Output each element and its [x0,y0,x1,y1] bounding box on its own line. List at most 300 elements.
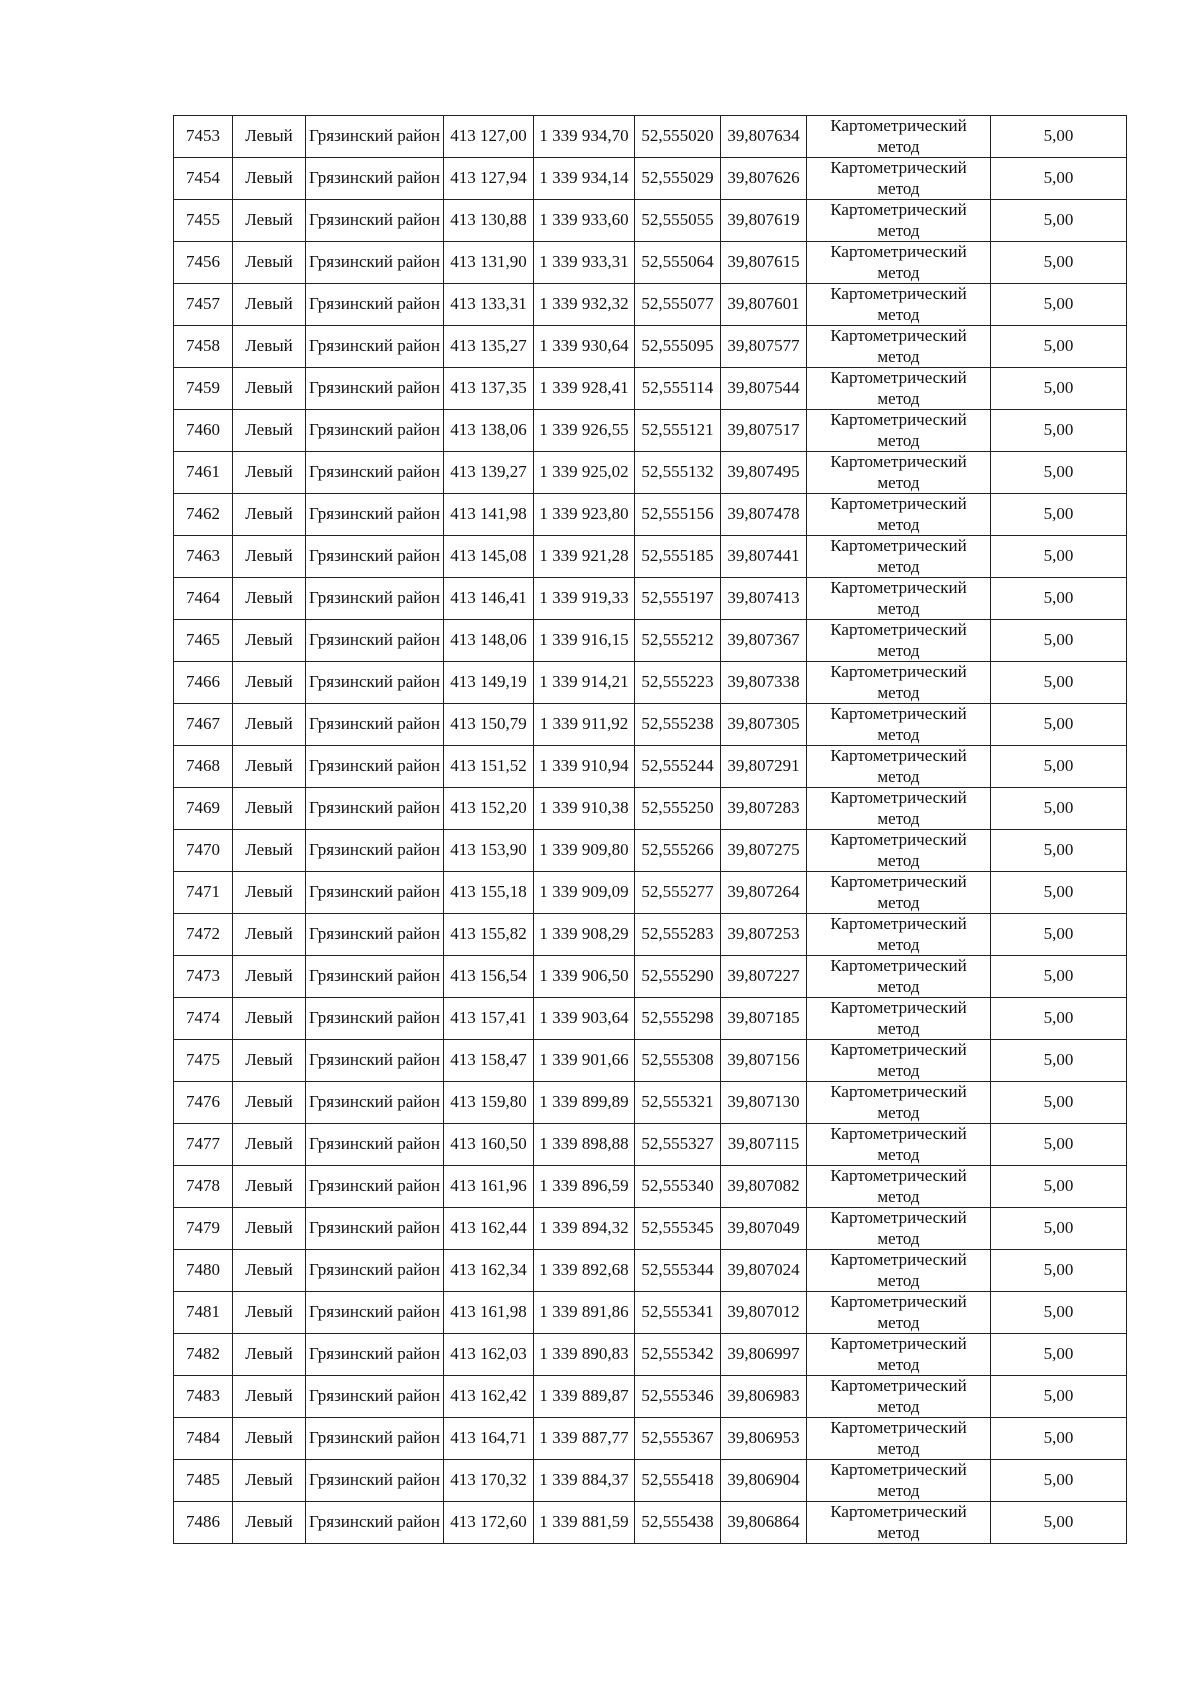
x-coordinate-cell: 413 146,41 [444,578,534,620]
bank-side-cell: Левый [233,872,306,914]
district-cell: Грязинский район [306,1460,444,1502]
district-cell: Грязинский район [306,1502,444,1544]
x-coordinate-cell: 413 148,06 [444,620,534,662]
method-cell: Картометрический метод [807,746,991,788]
longitude-cell: 39,807049 [721,1208,807,1250]
bank-side-cell: Левый [233,704,306,746]
x-coordinate-cell: 413 152,20 [444,788,534,830]
bank-side-cell: Левый [233,494,306,536]
method-cell: Картометрический метод [807,494,991,536]
table-row [174,1208,1127,1250]
accuracy-cell: 5,00 [991,1334,1127,1376]
table-body [174,116,1127,1544]
point-number-cell: 7476 [174,1082,233,1124]
district-cell: Грязинский район [306,452,444,494]
table-row [174,1250,1127,1292]
table-row [174,578,1127,620]
district-cell: Грязинский район [306,1292,444,1334]
method-cell: Картометрический метод [807,830,991,872]
bank-side-cell: Левый [233,914,306,956]
x-coordinate-cell: 413 160,50 [444,1124,534,1166]
district-cell: Грязинский район [306,914,444,956]
latitude-cell: 52,555340 [635,1166,721,1208]
x-coordinate-cell: 413 162,03 [444,1334,534,1376]
method-cell: Картометрический метод [807,704,991,746]
y-coordinate-cell: 1 339 928,41 [534,368,635,410]
longitude-cell: 39,807291 [721,746,807,788]
y-coordinate-cell: 1 339 909,09 [534,872,635,914]
district-cell: Грязинский район [306,1082,444,1124]
table-row [174,998,1127,1040]
x-coordinate-cell: 413 153,90 [444,830,534,872]
district-cell: Грязинский район [306,578,444,620]
bank-side-cell: Левый [233,1502,306,1544]
bank-side-cell: Левый [233,1460,306,1502]
district-cell: Грязинский район [306,494,444,536]
latitude-cell: 52,555321 [635,1082,721,1124]
method-cell: Картометрический метод [807,536,991,578]
accuracy-cell: 5,00 [991,368,1127,410]
district-cell: Грязинский район [306,536,444,578]
table-row [174,830,1127,872]
accuracy-cell: 5,00 [991,1418,1127,1460]
point-number-cell: 7472 [174,914,233,956]
y-coordinate-cell: 1 339 930,64 [534,326,635,368]
method-cell: Картометрический метод [807,1502,991,1544]
method-cell: Картометрический метод [807,662,991,704]
accuracy-cell: 5,00 [991,284,1127,326]
table-row [174,200,1127,242]
accuracy-cell: 5,00 [991,998,1127,1040]
method-cell: Картометрический метод [807,620,991,662]
district-cell: Грязинский район [306,1250,444,1292]
y-coordinate-cell: 1 339 896,59 [534,1166,635,1208]
x-coordinate-cell: 413 130,88 [444,200,534,242]
method-cell: Картометрический метод [807,914,991,956]
bank-side-cell: Левый [233,956,306,998]
bank-side-cell: Левый [233,284,306,326]
bank-side-cell: Левый [233,410,306,452]
point-number-cell: 7486 [174,1502,233,1544]
point-number-cell: 7459 [174,368,233,410]
accuracy-cell: 5,00 [991,1250,1127,1292]
table-row [174,1502,1127,1544]
y-coordinate-cell: 1 339 916,15 [534,620,635,662]
accuracy-cell: 5,00 [991,452,1127,494]
latitude-cell: 52,555095 [635,326,721,368]
latitude-cell: 52,555266 [635,830,721,872]
accuracy-cell: 5,00 [991,872,1127,914]
y-coordinate-cell: 1 339 898,88 [534,1124,635,1166]
x-coordinate-cell: 413 158,47 [444,1040,534,1082]
method-cell: Картометрический метод [807,284,991,326]
table-row [174,1166,1127,1208]
y-coordinate-cell: 1 339 884,37 [534,1460,635,1502]
bank-side-cell: Левый [233,1292,306,1334]
accuracy-cell: 5,00 [991,830,1127,872]
point-number-cell: 7462 [174,494,233,536]
bank-side-cell: Левый [233,1208,306,1250]
district-cell: Грязинский район [306,326,444,368]
x-coordinate-cell: 413 159,80 [444,1082,534,1124]
y-coordinate-cell: 1 339 926,55 [534,410,635,452]
district-cell: Грязинский район [306,830,444,872]
accuracy-cell: 5,00 [991,1040,1127,1082]
x-coordinate-cell: 413 137,35 [444,368,534,410]
accuracy-cell: 5,00 [991,536,1127,578]
accuracy-cell: 5,00 [991,704,1127,746]
latitude-cell: 52,555212 [635,620,721,662]
point-number-cell: 7479 [174,1208,233,1250]
point-number-cell: 7468 [174,746,233,788]
table-row [174,872,1127,914]
method-cell: Картометрический метод [807,1376,991,1418]
method-cell: Картометрический метод [807,1334,991,1376]
x-coordinate-cell: 413 155,82 [444,914,534,956]
table-row [174,452,1127,494]
latitude-cell: 52,555344 [635,1250,721,1292]
y-coordinate-cell: 1 339 906,50 [534,956,635,998]
x-coordinate-cell: 413 135,27 [444,326,534,368]
latitude-cell: 52,555020 [635,116,721,158]
accuracy-cell: 5,00 [991,1208,1127,1250]
y-coordinate-cell: 1 339 933,31 [534,242,635,284]
district-cell: Грязинский район [306,242,444,284]
accuracy-cell: 5,00 [991,578,1127,620]
x-coordinate-cell: 413 131,90 [444,242,534,284]
longitude-cell: 39,807338 [721,662,807,704]
longitude-cell: 39,807305 [721,704,807,746]
latitude-cell: 52,555418 [635,1460,721,1502]
bank-side-cell: Левый [233,242,306,284]
longitude-cell: 39,806997 [721,1334,807,1376]
table-row [174,158,1127,200]
bank-side-cell: Левый [233,620,306,662]
district-cell: Грязинский район [306,1334,444,1376]
method-cell: Картометрический метод [807,410,991,452]
longitude-cell: 39,807601 [721,284,807,326]
table-row [174,326,1127,368]
district-cell: Грязинский район [306,746,444,788]
x-coordinate-cell: 413 162,42 [444,1376,534,1418]
coordinates-table [173,115,1127,1544]
latitude-cell: 52,555342 [635,1334,721,1376]
point-number-cell: 7464 [174,578,233,620]
table-row [174,914,1127,956]
point-number-cell: 7477 [174,1124,233,1166]
method-cell: Картометрический метод [807,956,991,998]
table-row [174,956,1127,998]
latitude-cell: 52,555298 [635,998,721,1040]
accuracy-cell: 5,00 [991,1082,1127,1124]
y-coordinate-cell: 1 339 908,29 [534,914,635,956]
bank-side-cell: Левый [233,830,306,872]
point-number-cell: 7482 [174,1334,233,1376]
latitude-cell: 52,555327 [635,1124,721,1166]
point-number-cell: 7481 [174,1292,233,1334]
table-row [174,1082,1127,1124]
accuracy-cell: 5,00 [991,1166,1127,1208]
x-coordinate-cell: 413 157,41 [444,998,534,1040]
y-coordinate-cell: 1 339 891,86 [534,1292,635,1334]
longitude-cell: 39,807626 [721,158,807,200]
accuracy-cell: 5,00 [991,1502,1127,1544]
table-row [174,494,1127,536]
bank-side-cell: Левый [233,1082,306,1124]
latitude-cell: 52,555114 [635,368,721,410]
method-cell: Картометрический метод [807,1250,991,1292]
point-number-cell: 7483 [174,1376,233,1418]
point-number-cell: 7463 [174,536,233,578]
y-coordinate-cell: 1 339 894,32 [534,1208,635,1250]
y-coordinate-cell: 1 339 887,77 [534,1418,635,1460]
bank-side-cell: Левый [233,1166,306,1208]
accuracy-cell: 5,00 [991,1376,1127,1418]
x-coordinate-cell: 413 164,71 [444,1418,534,1460]
longitude-cell: 39,806953 [721,1418,807,1460]
longitude-cell: 39,807413 [721,578,807,620]
district-cell: Грязинский район [306,620,444,662]
y-coordinate-cell: 1 339 881,59 [534,1502,635,1544]
y-coordinate-cell: 1 339 911,92 [534,704,635,746]
y-coordinate-cell: 1 339 921,28 [534,536,635,578]
y-coordinate-cell: 1 339 925,02 [534,452,635,494]
y-coordinate-cell: 1 339 914,21 [534,662,635,704]
x-coordinate-cell: 413 149,19 [444,662,534,704]
y-coordinate-cell: 1 339 892,68 [534,1250,635,1292]
method-cell: Картометрический метод [807,1166,991,1208]
latitude-cell: 52,555341 [635,1292,721,1334]
y-coordinate-cell: 1 339 923,80 [534,494,635,536]
table-row [174,368,1127,410]
bank-side-cell: Левый [233,1040,306,1082]
method-cell: Картометрический метод [807,452,991,494]
longitude-cell: 39,807495 [721,452,807,494]
latitude-cell: 52,555029 [635,158,721,200]
method-cell: Картометрический метод [807,1208,991,1250]
latitude-cell: 52,555197 [635,578,721,620]
longitude-cell: 39,807185 [721,998,807,1040]
method-cell: Картометрический метод [807,872,991,914]
point-number-cell: 7484 [174,1418,233,1460]
x-coordinate-cell: 413 162,44 [444,1208,534,1250]
longitude-cell: 39,807577 [721,326,807,368]
longitude-cell: 39,807082 [721,1166,807,1208]
longitude-cell: 39,807115 [721,1124,807,1166]
point-number-cell: 7454 [174,158,233,200]
table-row [174,1124,1127,1166]
point-number-cell: 7456 [174,242,233,284]
point-number-cell: 7469 [174,788,233,830]
district-cell: Грязинский район [306,956,444,998]
method-cell: Картометрический метод [807,158,991,200]
accuracy-cell: 5,00 [991,494,1127,536]
point-number-cell: 7460 [174,410,233,452]
y-coordinate-cell: 1 339 899,89 [534,1082,635,1124]
x-coordinate-cell: 413 170,32 [444,1460,534,1502]
longitude-cell: 39,807367 [721,620,807,662]
point-number-cell: 7465 [174,620,233,662]
y-coordinate-cell: 1 339 934,14 [534,158,635,200]
longitude-cell: 39,807264 [721,872,807,914]
latitude-cell: 52,555250 [635,788,721,830]
latitude-cell: 52,555283 [635,914,721,956]
point-number-cell: 7470 [174,830,233,872]
point-number-cell: 7480 [174,1250,233,1292]
bank-side-cell: Левый [233,662,306,704]
accuracy-cell: 5,00 [991,116,1127,158]
x-coordinate-cell: 413 150,79 [444,704,534,746]
method-cell: Картометрический метод [807,578,991,620]
bank-side-cell: Левый [233,788,306,830]
longitude-cell: 39,807478 [721,494,807,536]
x-coordinate-cell: 413 133,31 [444,284,534,326]
longitude-cell: 39,806864 [721,1502,807,1544]
method-cell: Картометрический метод [807,1040,991,1082]
latitude-cell: 52,555156 [635,494,721,536]
accuracy-cell: 5,00 [991,326,1127,368]
method-cell: Картометрический метод [807,1124,991,1166]
x-coordinate-cell: 413 139,27 [444,452,534,494]
latitude-cell: 52,555277 [635,872,721,914]
x-coordinate-cell: 413 161,96 [444,1166,534,1208]
bank-side-cell: Левый [233,578,306,620]
x-coordinate-cell: 413 156,54 [444,956,534,998]
table-row [174,1292,1127,1334]
longitude-cell: 39,807619 [721,200,807,242]
bank-side-cell: Левый [233,452,306,494]
district-cell: Грязинский район [306,200,444,242]
district-cell: Грязинский район [306,1124,444,1166]
table-row [174,410,1127,452]
bank-side-cell: Левый [233,1376,306,1418]
bank-side-cell: Левый [233,326,306,368]
bank-side-cell: Левый [233,1250,306,1292]
table-row [174,116,1127,158]
latitude-cell: 52,555345 [635,1208,721,1250]
method-cell: Картометрический метод [807,200,991,242]
district-cell: Грязинский район [306,284,444,326]
latitude-cell: 52,555121 [635,410,721,452]
latitude-cell: 52,555077 [635,284,721,326]
table-row [174,1334,1127,1376]
district-cell: Грязинский район [306,872,444,914]
district-cell: Грязинский район [306,1376,444,1418]
bank-side-cell: Левый [233,1418,306,1460]
point-number-cell: 7453 [174,116,233,158]
x-coordinate-cell: 413 172,60 [444,1502,534,1544]
longitude-cell: 39,807517 [721,410,807,452]
bank-side-cell: Левый [233,746,306,788]
table-row [174,1460,1127,1502]
district-cell: Грязинский район [306,1418,444,1460]
longitude-cell: 39,807253 [721,914,807,956]
latitude-cell: 52,555055 [635,200,721,242]
longitude-cell: 39,807156 [721,1040,807,1082]
district-cell: Грязинский район [306,662,444,704]
table-row [174,284,1127,326]
x-coordinate-cell: 413 127,00 [444,116,534,158]
bank-side-cell: Левый [233,158,306,200]
method-cell: Картометрический метод [807,242,991,284]
district-cell: Грязинский район [306,1166,444,1208]
point-number-cell: 7467 [174,704,233,746]
latitude-cell: 52,555185 [635,536,721,578]
longitude-cell: 39,807615 [721,242,807,284]
point-number-cell: 7457 [174,284,233,326]
accuracy-cell: 5,00 [991,788,1127,830]
y-coordinate-cell: 1 339 901,66 [534,1040,635,1082]
method-cell: Картометрический метод [807,1082,991,1124]
accuracy-cell: 5,00 [991,200,1127,242]
y-coordinate-cell: 1 339 889,87 [534,1376,635,1418]
y-coordinate-cell: 1 339 910,94 [534,746,635,788]
latitude-cell: 52,555244 [635,746,721,788]
x-coordinate-cell: 413 161,98 [444,1292,534,1334]
x-coordinate-cell: 413 145,08 [444,536,534,578]
accuracy-cell: 5,00 [991,1460,1127,1502]
y-coordinate-cell: 1 339 934,70 [534,116,635,158]
longitude-cell: 39,807275 [721,830,807,872]
table-row [174,788,1127,830]
y-coordinate-cell: 1 339 890,83 [534,1334,635,1376]
table-row [174,662,1127,704]
accuracy-cell: 5,00 [991,746,1127,788]
district-cell: Грязинский район [306,410,444,452]
table-row [174,1040,1127,1082]
method-cell: Картометрический метод [807,1292,991,1334]
accuracy-cell: 5,00 [991,1292,1127,1334]
district-cell: Грязинский район [306,998,444,1040]
bank-side-cell: Левый [233,998,306,1040]
latitude-cell: 52,555238 [635,704,721,746]
longitude-cell: 39,807024 [721,1250,807,1292]
table-row [174,536,1127,578]
latitude-cell: 52,555132 [635,452,721,494]
method-cell: Картометрический метод [807,116,991,158]
accuracy-cell: 5,00 [991,1124,1127,1166]
x-coordinate-cell: 413 162,34 [444,1250,534,1292]
method-cell: Картометрический метод [807,368,991,410]
longitude-cell: 39,806904 [721,1460,807,1502]
y-coordinate-cell: 1 339 910,38 [534,788,635,830]
latitude-cell: 52,555223 [635,662,721,704]
y-coordinate-cell: 1 339 903,64 [534,998,635,1040]
x-coordinate-cell: 413 155,18 [444,872,534,914]
longitude-cell: 39,807012 [721,1292,807,1334]
point-number-cell: 7461 [174,452,233,494]
point-number-cell: 7471 [174,872,233,914]
y-coordinate-cell: 1 339 933,60 [534,200,635,242]
latitude-cell: 52,555367 [635,1418,721,1460]
accuracy-cell: 5,00 [991,956,1127,998]
y-coordinate-cell: 1 339 919,33 [534,578,635,620]
bank-side-cell: Левый [233,116,306,158]
point-number-cell: 7466 [174,662,233,704]
latitude-cell: 52,555308 [635,1040,721,1082]
latitude-cell: 52,555290 [635,956,721,998]
latitude-cell: 52,555064 [635,242,721,284]
accuracy-cell: 5,00 [991,914,1127,956]
point-number-cell: 7455 [174,200,233,242]
bank-side-cell: Левый [233,1124,306,1166]
y-coordinate-cell: 1 339 932,32 [534,284,635,326]
latitude-cell: 52,555346 [635,1376,721,1418]
method-cell: Картометрический метод [807,998,991,1040]
x-coordinate-cell: 413 151,52 [444,746,534,788]
point-number-cell: 7485 [174,1460,233,1502]
district-cell: Грязинский район [306,116,444,158]
